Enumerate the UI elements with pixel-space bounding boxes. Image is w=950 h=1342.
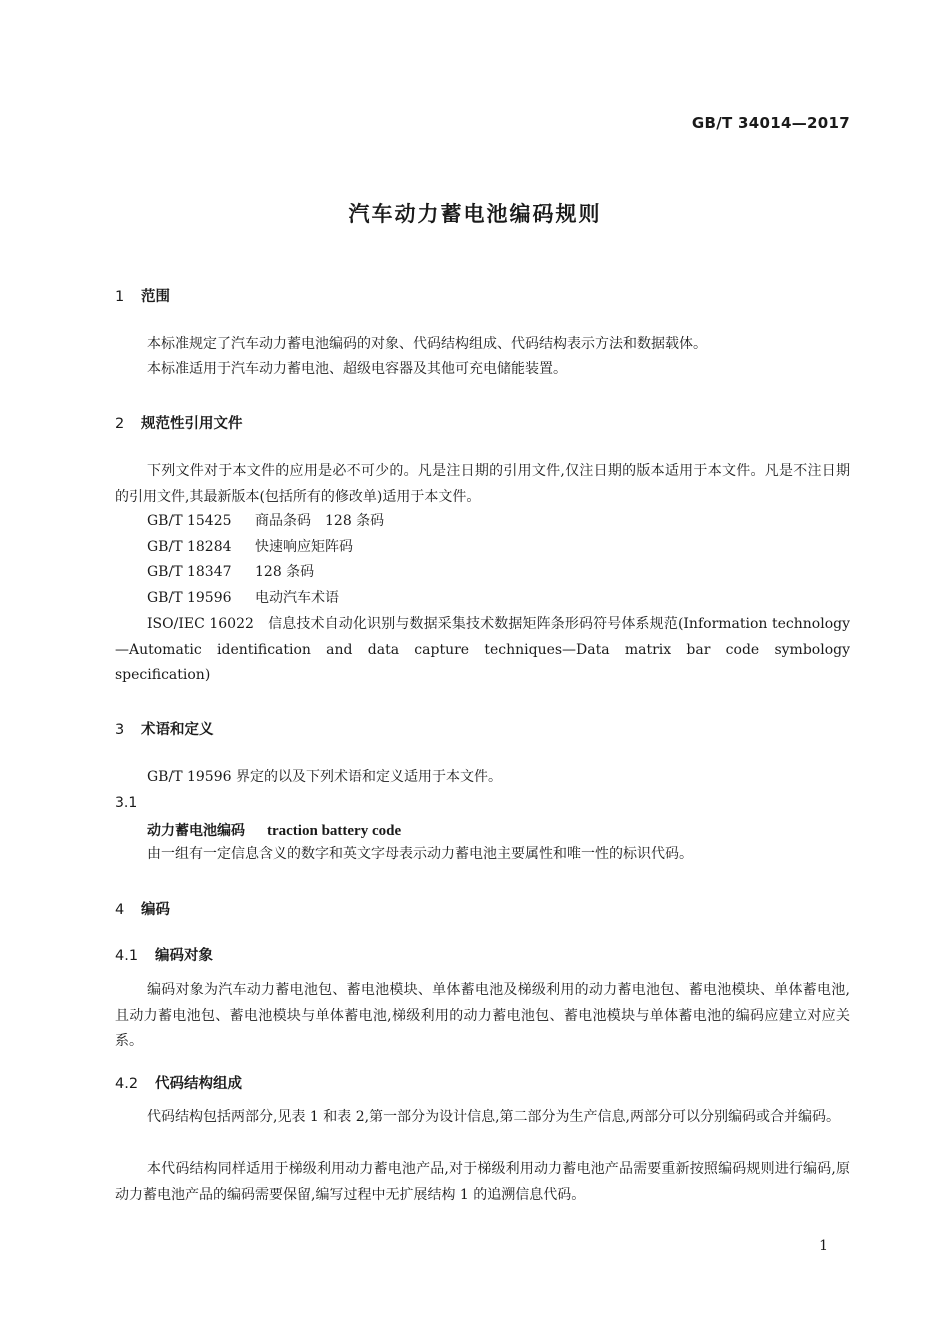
code-structure-paragraph-2: 本代码结构同样适用于梯级利用动力蓄电池产品,对于梯级利用动力蓄电池产品需要重新按照编码规则进行编码,原动力蓄电池产品的编码需要保留,编写过程中无扩展结构 1 的追溯信息代码。 — [115, 1161, 850, 1203]
reference-item-iso: ISO/IEC 16022 信息技术自动化识别与数据采集技术数据矩阵条形码符号体系规范(Information technology—Automatic identification and data capture techniques—Data matrix bar code symbology specification) — [115, 616, 850, 683]
section-number: 4.1 — [115, 948, 139, 964]
term-entry — [147, 820, 401, 840]
section-2-heading — [115, 412, 243, 433]
references-intro: 下列文件对于本文件的应用是必不可少的。凡是注日期的引用文件,仅注日期的版本适用于本文件。凡是不注日期的引用文件,其最新版本(包括所有的修改单)适用于本文件。 — [115, 463, 850, 505]
coding-object-paragraph: 编码对象为汽车动力蓄电池包、蓄电池模块、单体蓄电池及梯级利用的动力蓄电池包、蓄电池模块、单体蓄电池,且动力蓄电池包、蓄电池模块与单体蓄电池,梯级利用的动力蓄电池包、蓄电池模块与单体蓄电池的编码应建立对应关系。 — [115, 982, 850, 1049]
section-number: 4 — [115, 902, 125, 918]
reference-item — [147, 587, 339, 607]
reference-item — [147, 536, 353, 556]
section-number: 4.2 — [115, 1076, 139, 1092]
scope-paragraph-2: 本标准适用于汽车动力蓄电池、超级电容器及其他可充电储能装置。 — [147, 361, 567, 377]
reference-name: 电动汽车术语 — [255, 590, 339, 606]
reference-name: 商品条码 128 条码 — [255, 513, 385, 529]
reference-item — [147, 561, 314, 581]
section-title: 代码结构组成 — [155, 1076, 242, 1092]
section-3-heading — [115, 718, 214, 739]
section-1-heading — [115, 285, 170, 306]
section-title: 编码对象 — [155, 948, 213, 964]
term-english: traction battery code — [267, 823, 402, 839]
reference-code: GB/T 15425 — [147, 513, 232, 529]
term-chinese: 动力蓄电池编码 — [147, 823, 245, 839]
section-title: 术语和定义 — [141, 722, 214, 738]
term-definition: 由一组有一定信息含义的数字和英文字母表示动力蓄电池主要属性和唯一性的标识代码。 — [147, 846, 693, 862]
page-number: 1 — [819, 1238, 828, 1254]
section-number: 2 — [115, 416, 125, 432]
section-title: 编码 — [141, 902, 170, 918]
reference-name: 128 条码 — [255, 564, 315, 580]
section-4-1-heading — [115, 944, 213, 965]
reference-code: GB/T 18284 — [147, 539, 232, 555]
term-number: 3.1 — [115, 795, 138, 811]
standard-code: GB/T 34014—2017 — [691, 114, 850, 132]
section-title: 规范性引用文件 — [141, 416, 243, 432]
document-title: 汽车动力蓄电池编码规则 — [348, 202, 602, 226]
reference-code: GB/T 18347 — [147, 564, 232, 580]
scope-paragraph-1: 本标准规定了汽车动力蓄电池编码的对象、代码结构组成、代码结构表示方法和数据载体。 — [147, 336, 707, 352]
section-title: 范围 — [141, 289, 170, 305]
terms-intro: GB/T 19596 界定的以及下列术语和定义适用于本文件。 — [147, 769, 502, 785]
section-number: 1 — [115, 289, 125, 305]
reference-code: GB/T 19596 — [147, 590, 232, 606]
reference-item — [147, 510, 384, 530]
section-4-2-heading — [115, 1072, 242, 1093]
reference-name: 快速响应矩阵码 — [255, 539, 353, 555]
section-number: 3 — [115, 722, 125, 738]
code-structure-paragraph-1: 代码结构包括两部分,见表 1 和表 2,第一部分为设计信息,第二部分为生产信息,两部分可以分别编码或合并编码。 — [147, 1109, 840, 1125]
section-4-heading — [115, 898, 170, 919]
